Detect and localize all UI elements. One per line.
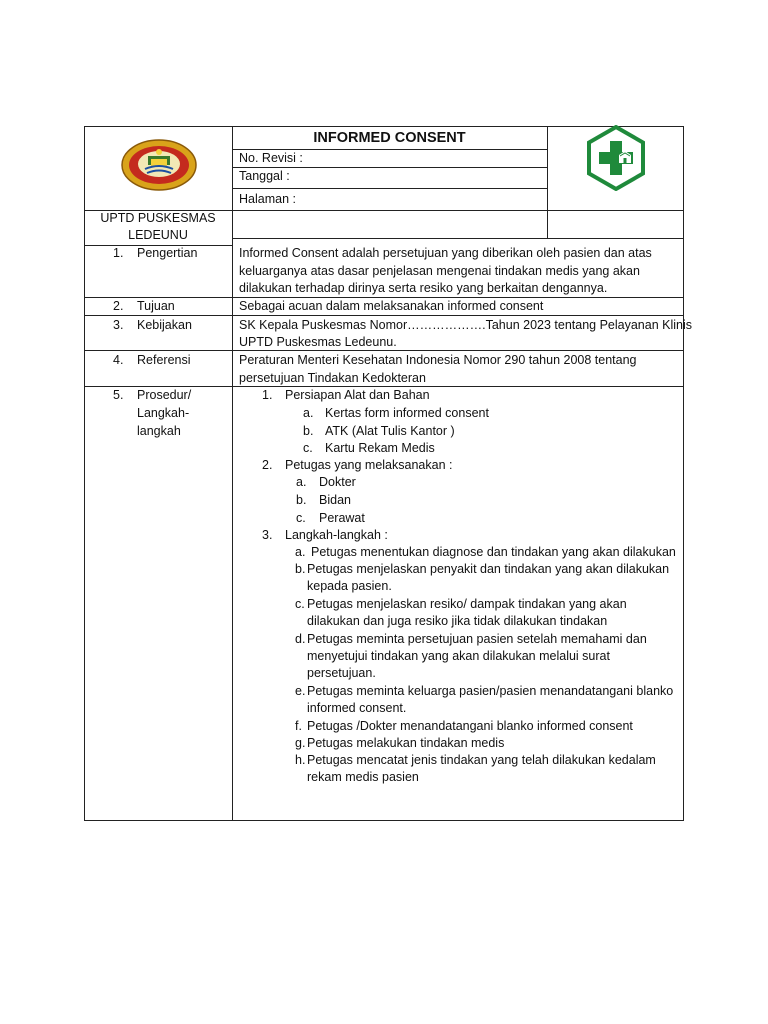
list-item-continued: informed consent.: [307, 701, 407, 715]
list-marker: c.: [295, 597, 305, 611]
referensi-text: persetujuan Tindakan Kedokteran: [239, 371, 426, 385]
list-marker: b.: [296, 493, 307, 507]
list-marker: a.: [295, 545, 306, 559]
list-item: Petugas meminta persetujuan pasien setelah memahami dan: [307, 632, 647, 646]
list-item: Perawat: [319, 511, 365, 525]
list-item: Dokter: [319, 475, 356, 489]
page-field: Halaman :: [239, 192, 296, 206]
step-number: 2.: [262, 458, 273, 472]
list-item: Petugas menjelaskan penyakit dan tindakan yang akan dilakukan: [307, 562, 670, 576]
section-number: 3.: [113, 318, 124, 332]
referensi-text: Peraturan Menteri Kesehatan Indonesia Nomor 290 tahun 2008 tentang: [239, 353, 637, 367]
section-number: 1.: [113, 246, 124, 260]
list-item: Petugas mencatat jenis tindakan yang telah dilakukan kedalam: [307, 753, 656, 767]
regional-emblem-icon: [121, 139, 197, 191]
section-label-prosedur: Prosedur/: [137, 388, 192, 402]
date-field: Tanggal :: [239, 169, 290, 183]
list-item-continued: menyetujui tindakan yang akan dilakukan melalui surat: [307, 649, 610, 663]
column-divider: [232, 126, 233, 821]
list-marker: d.: [295, 632, 306, 646]
list-marker: h.: [295, 753, 306, 767]
list-marker: g.: [295, 736, 306, 750]
list-item: Petugas melakukan tindakan medis: [307, 736, 505, 750]
section-label-tujuan: Tujuan: [137, 299, 175, 313]
list-item-continued: rekam medis pasien: [307, 770, 419, 784]
revision-number-field: No. Revisi :: [239, 151, 303, 165]
list-item: Petugas menjelaskan resiko/ dampak tindakan yang akan: [307, 597, 627, 611]
document-title: INFORMED CONSENT: [313, 130, 466, 146]
section-number: 4.: [113, 353, 124, 367]
pengertian-text: keluarganya atas dasar penjelasan mengenai tindakan medis yang akan: [239, 264, 640, 278]
list-item-continued: kepada pasien.: [307, 579, 392, 593]
puskesmas-cross-logo-icon: [586, 125, 646, 191]
list-marker: a.: [296, 475, 307, 489]
kebijakan-text: UPTD Puskesmas Ledeunu.: [239, 335, 397, 349]
list-item: ATK (Alat Tulis Kantor ): [325, 424, 455, 438]
section-number: 5.: [113, 388, 124, 402]
step-number: 1.: [262, 388, 273, 402]
row-divider: [232, 238, 684, 239]
list-item: Kertas form informed consent: [325, 406, 489, 420]
section-label-pengertian: Pengertian: [137, 246, 198, 260]
list-item-continued: persetujuan.: [307, 666, 376, 680]
list-item: Petugas meminta keluarga pasien/pasien menandatangani blanko: [307, 684, 674, 698]
section-label-referensi: Referensi: [137, 353, 191, 367]
list-item: Petugas menentukan diagnose dan tindakan yang akan dilakukan: [311, 545, 676, 559]
tujuan-text: Sebagai acuan dalam melaksanakan informed consent: [239, 299, 544, 313]
list-marker: b.: [303, 424, 314, 438]
pengertian-text: Informed Consent adalah persetujuan yang diberikan oleh pasien dan atas: [239, 246, 652, 260]
step-heading: Petugas yang melaksanakan :: [285, 458, 453, 472]
section-label-prosedur: langkah: [137, 424, 181, 438]
step-heading: Langkah-langkah :: [285, 528, 388, 542]
list-marker: c.: [303, 441, 313, 455]
step-number: 3.: [262, 528, 273, 542]
organization-name-line2: LEDEUNU: [128, 228, 188, 242]
logo-column-divider: [547, 126, 548, 238]
step-heading: Persiapan Alat dan Bahan: [285, 388, 430, 402]
list-item: Petugas /Dokter menandatangani blanko informed consent: [307, 719, 633, 733]
organization-name-line1: UPTD PUSKESMAS: [100, 211, 216, 225]
list-item: Kartu Rekam Medis: [325, 441, 435, 455]
section-label-prosedur: Langkah-: [137, 406, 190, 420]
list-marker: e.: [295, 684, 306, 698]
list-marker: a.: [303, 406, 314, 420]
list-item-continued: dilakukan dan juga resiko jika tidak dilakukan tindakan: [307, 614, 608, 628]
section-number: 2.: [113, 299, 124, 313]
list-marker: b.: [295, 562, 306, 576]
list-marker: c.: [296, 511, 306, 525]
list-marker: f.: [295, 719, 302, 733]
list-item: Bidan: [319, 493, 351, 507]
kebijakan-text: SK Kepala Puskesmas Nomor……………….Tahun 2023 tentang Pelayanan Klinis: [239, 318, 693, 332]
section-label-kebijakan: Kebijakan: [137, 318, 192, 332]
row-divider: [232, 188, 547, 189]
pengertian-text: dilakukan terhadap dirinya serta resiko yang berkaitan dengannya.: [239, 281, 608, 295]
